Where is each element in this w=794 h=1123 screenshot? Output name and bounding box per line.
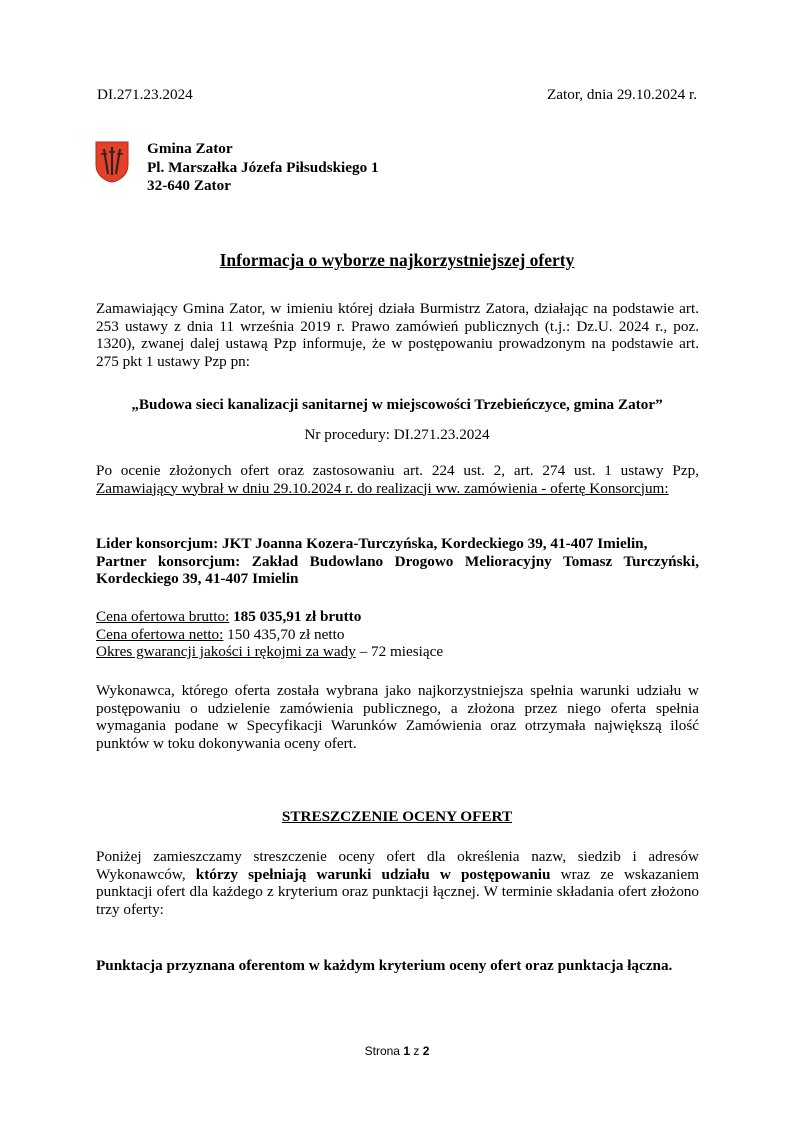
page-label: Strona: [364, 1044, 400, 1058]
net-price-value: 150 435,70 zł netto: [227, 625, 345, 643]
page-total: 2: [422, 1044, 430, 1058]
page-footer: [0, 1043, 794, 1061]
issuer-address: [147, 140, 379, 196]
warranty-label: Okres gwarancji jakości i rękojmi za wady: [96, 643, 356, 661]
net-price-label: Cena ofertowa netto:: [96, 625, 224, 643]
consortium-partner: Partner konsorcjum: Zakład Budowlano Drogowo Melioracyjny Tomasz Turczyński, Kordeckiego 39, 41-407 Imielin: [96, 552, 699, 588]
intro-paragraph: Zamawiający Gmina Zator, w imieniu której działa Burmistrz Zatora, działając na podstawie art. 253 ustawy z dnia 11 września 2019 r. Prawo zamówień publicznych (t.j.: Dz.U. 2024 r., poz. 1320), zwanej dalej ustawą Pzp informuje, że w postępowaniu prowadzonym na podstawie art. 275 pkt 1 ustawy Pzp pn:: [96, 300, 699, 370]
gross-price-line: [96, 608, 443, 626]
consortium-leader: Lider konsorcjum: JKT Joanna Kozera-Turczyńska, Kordeckiego 39, 41-407 Imielin,: [96, 535, 648, 552]
summary-text-start: Poniżej zamieszczamy streszczenie oceny ofert dla określenia nazw, siedzib i adresów Wykonawców,: [96, 848, 699, 883]
issuer-name: Gmina Zator: [147, 140, 233, 157]
coat-of-arms-icon: [95, 141, 129, 183]
issuer-city: 32-640 Zator: [147, 177, 231, 194]
reference-number: DI.271.23.2024: [97, 86, 193, 103]
warranty-line: [96, 643, 443, 661]
evaluation-paragraph: [96, 462, 699, 497]
gross-price-label: Cena ofertowa brutto:: [96, 608, 230, 625]
procedure-number: Nr procedury: DI.271.23.2024: [304, 426, 490, 443]
summary-heading: STRESZCZENIE OCENY OFERT: [281, 808, 513, 825]
summary-emphasis: którzy spełniają warunki udziału w postępowaniu: [195, 865, 551, 883]
page-number: 1: [403, 1044, 410, 1058]
scoring-heading: Punktacja przyznana oferentom w każdym kryterium oceny ofert oraz punktacja łączna.: [96, 957, 673, 974]
evaluation-decision: Zamawiający wybrał w dniu 29.10.2024 r. do realizacji ww. zamówienia - ofertę Konsorcjum:: [96, 479, 669, 497]
summary-paragraph: [96, 848, 699, 918]
evaluation-text: Po ocenie złożonych ofert oraz zastosowaniu art. 224 ust. 2, art. 274 ust. 1 ustawy Pzp,: [96, 462, 699, 479]
document-date: Zator, dnia 29.10.2024 r.: [547, 86, 697, 103]
warranty-value: – 72 miesiące: [359, 643, 444, 661]
project-name: „Budowa sieci kanalizacji sanitarnej w miejscowości Trzebieńczyce, gmina Zator”: [131, 396, 663, 413]
contractor-paragraph: Wykonawca, którego oferta została wybrana jako najkorzystniejsza spełnia warunki udziału w postępowaniu o udzielenie zamówienia publicznego, a złożona przez niego oferta spełnia wymagania podane w Specyfikacji Warunków Zamówienia oraz otrzymała największą ilość punktów w toku dokonywania oceny ofert.: [96, 682, 699, 752]
gross-price-value: 185 035,91 zł brutto: [233, 608, 362, 625]
price-block: [96, 608, 443, 661]
page-separator: z: [413, 1044, 420, 1058]
summary-text-end: wraz ze wskazaniem punktacji ofert dla każdego z kryterium oraz punktacji łącznej. W terminie składania ofert złożono trzy oferty:: [96, 865, 700, 918]
issuer-street: Pl. Marszałka Józefa Piłsudskiego 1: [147, 158, 379, 176]
document-title: Informacja o wyborze najkorzystniejszej oferty: [219, 250, 575, 270]
net-price-line: [96, 626, 443, 644]
consortium-block: [96, 535, 699, 588]
